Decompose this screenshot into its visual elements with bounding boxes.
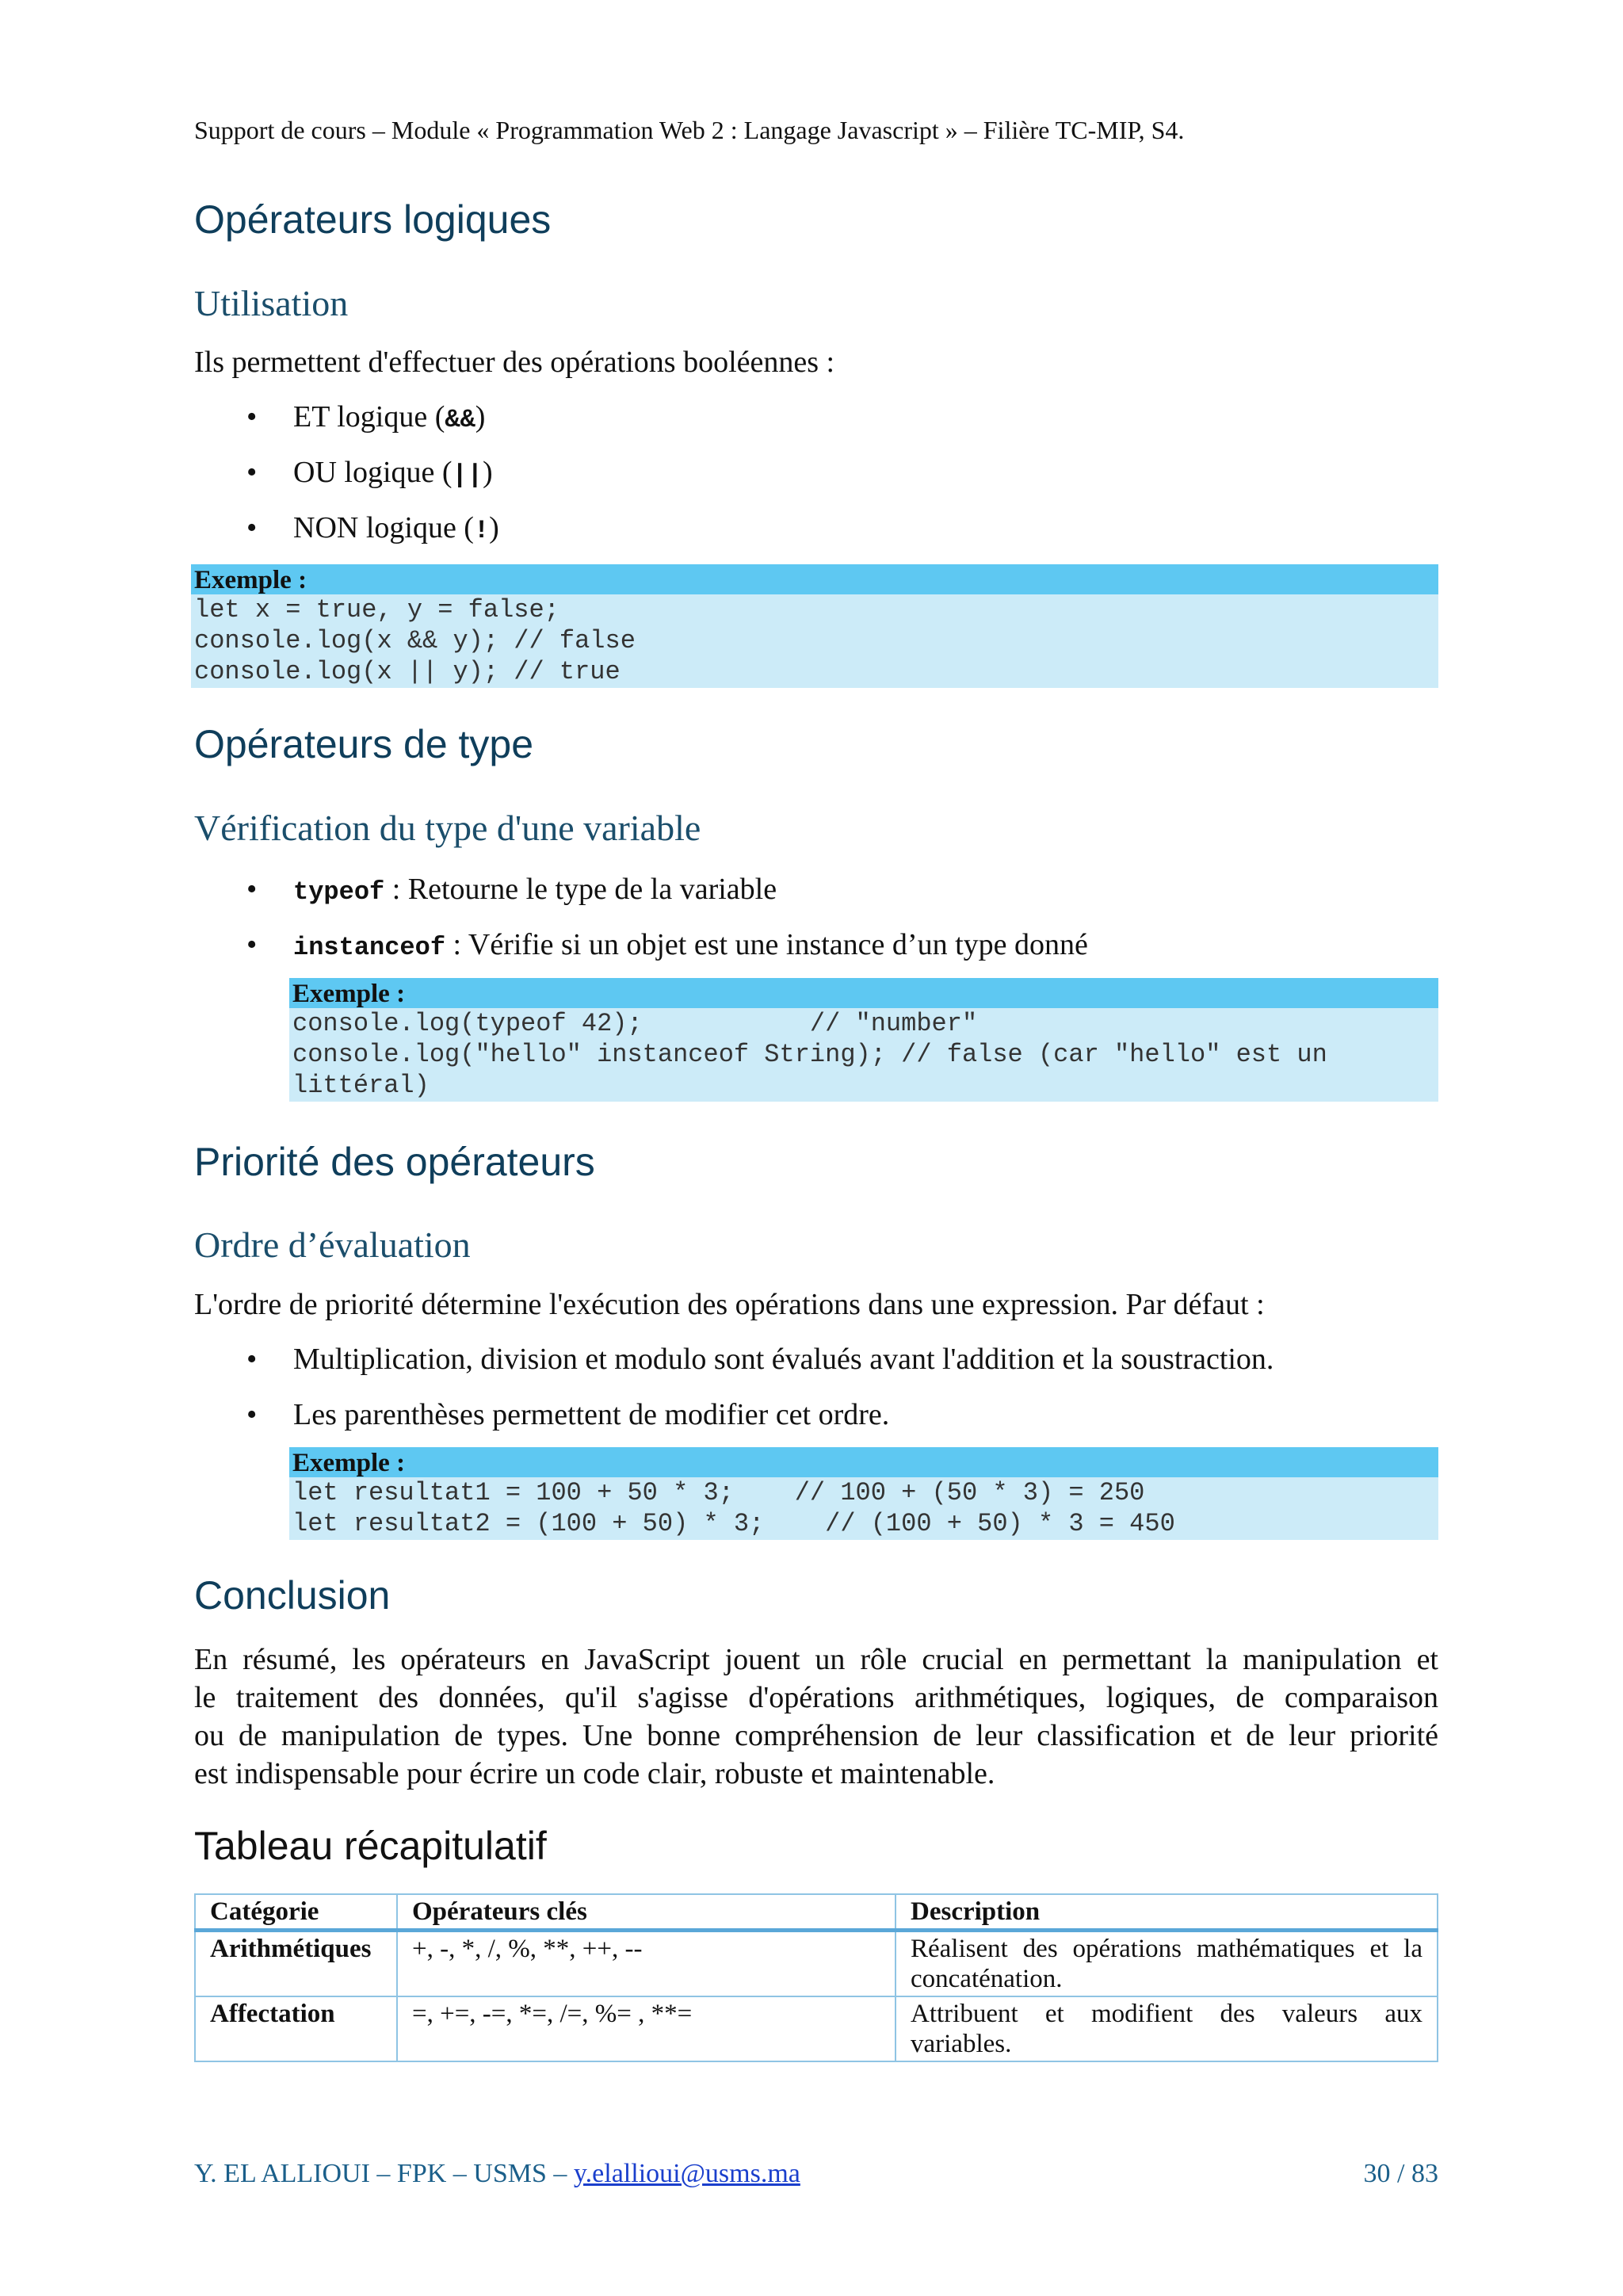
list-item: • Multiplication, division et modulo sont évalués avant l'addition et la soustraction.: [246, 1343, 1274, 1376]
type-bullets: [194, 870, 1438, 981]
example-label: Exemple :: [289, 1447, 1438, 1477]
list-item: • OU logique (||): [246, 456, 493, 490]
column-header: Catégorie: [195, 1894, 397, 1931]
summary-table: [194, 1893, 1438, 2062]
section-title-priority: Priorité des opérateurs: [194, 1140, 595, 1184]
subtitle-eval-order: Ordre d’évaluation: [194, 1224, 471, 1265]
table-cell-description: Attribuent et modifient des valeurs aux variables.: [896, 1996, 1438, 2061]
table-header-row: [195, 1894, 1438, 1931]
section-title-conclusion: Conclusion: [194, 1573, 391, 1618]
list-item: • instanceof : Vérifie si un objet est une instance d’un type donné: [246, 928, 1088, 962]
section-title-logical: Opérateurs logiques: [194, 197, 552, 242]
priority-intro: L'ordre de priorité détermine l'exécution des opérations dans une expression. Par défaut :: [194, 1288, 1265, 1321]
priority-bullets: [194, 1340, 1438, 1451]
code-line: let resultat2 = (100 + 50) * 3; // (100 + 50) * 3 = 450: [292, 1509, 1175, 1538]
text-line: En résumé, les opérateurs en JavaScript jouent un rôle crucial en permettant la manipulation et: [194, 1643, 1438, 1676]
column-header: Opérateurs clés: [397, 1894, 896, 1931]
running-header: Support de cours – Module « Programmation Web 2 : Langage Javascript » – Filière TC-MIP, S4.: [194, 116, 1185, 144]
text-line: est indispensable pour écrire un code clair, robuste et maintenable.: [194, 1757, 995, 1790]
summary-title: Tableau récapitulatif: [194, 1824, 547, 1868]
code-example-logical: [191, 564, 1438, 688]
logical-intro: Ils permettent d'effectuer des opérations booléennes :: [194, 346, 835, 379]
list-item: • Les parenthèses permettent de modifier cet ordre.: [246, 1398, 890, 1431]
code-line: console.log(typeof 42); // "number": [292, 1009, 978, 1038]
code-line: let x = true, y = false;: [194, 595, 559, 625]
code-line: console.log(x || y); // true: [194, 657, 621, 686]
list-item: • NON logique (!): [246, 511, 499, 545]
conclusion-paragraph: [194, 1641, 1438, 1793]
table-cell-operators: +, -, *, /, %, **, ++, --: [397, 1931, 896, 1997]
code-line: console.log(x && y); // false: [194, 626, 636, 655]
table-row: [195, 1931, 1438, 1997]
code-example-priority: [289, 1447, 1438, 1540]
email-link[interactable]: y.elallioui@usms.ma: [573, 2159, 800, 2188]
code-example-type: [289, 978, 1438, 1102]
subtitle-type-check: Vérification du type d'une variable: [194, 808, 701, 848]
table-row: [195, 1996, 1438, 2061]
code-line: console.log("hello" instanceof String); // false (car "hello" est un: [292, 1040, 1327, 1069]
page-number: 30 / 83: [1363, 2159, 1438, 2188]
list-item: • typeof : Retourne le type de la variable: [246, 873, 777, 907]
table-cell-description: Réalisent des opérations mathématiques et la concaténation.: [896, 1931, 1438, 1997]
table-cell-category: Arithmétiques: [195, 1931, 397, 1997]
text-line: le traitement des données, qu'il s'agisse d'opérations arithmétiques, logiques, de comparaison: [194, 1681, 1438, 1714]
example-label: Exemple :: [289, 978, 1438, 1008]
column-header: Description: [896, 1894, 1438, 1931]
table-cell-category: Affectation: [195, 1996, 397, 2061]
table-cell-operators: =, +=, -=, *=, /=, %= , **=: [397, 1996, 896, 2061]
list-item: • ET logique (&&): [246, 400, 486, 434]
code-line: let resultat1 = 100 + 50 * 3; // 100 + (50 * 3) = 250: [292, 1478, 1145, 1507]
section-title-type: Opérateurs de type: [194, 722, 534, 766]
footer-author: [194, 2159, 800, 2189]
author-text: Y. EL ALLIOUI – FPK – USMS –: [194, 2159, 574, 2188]
subtitle-usage: Utilisation: [194, 283, 349, 323]
code-line: littéral): [292, 1071, 430, 1100]
example-label: Exemple :: [191, 564, 1438, 594]
text-line: ou de manipulation de types. Une bonne compréhension de leur classification et de leur priorité: [194, 1719, 1438, 1752]
logical-bullets: [194, 398, 1438, 564]
